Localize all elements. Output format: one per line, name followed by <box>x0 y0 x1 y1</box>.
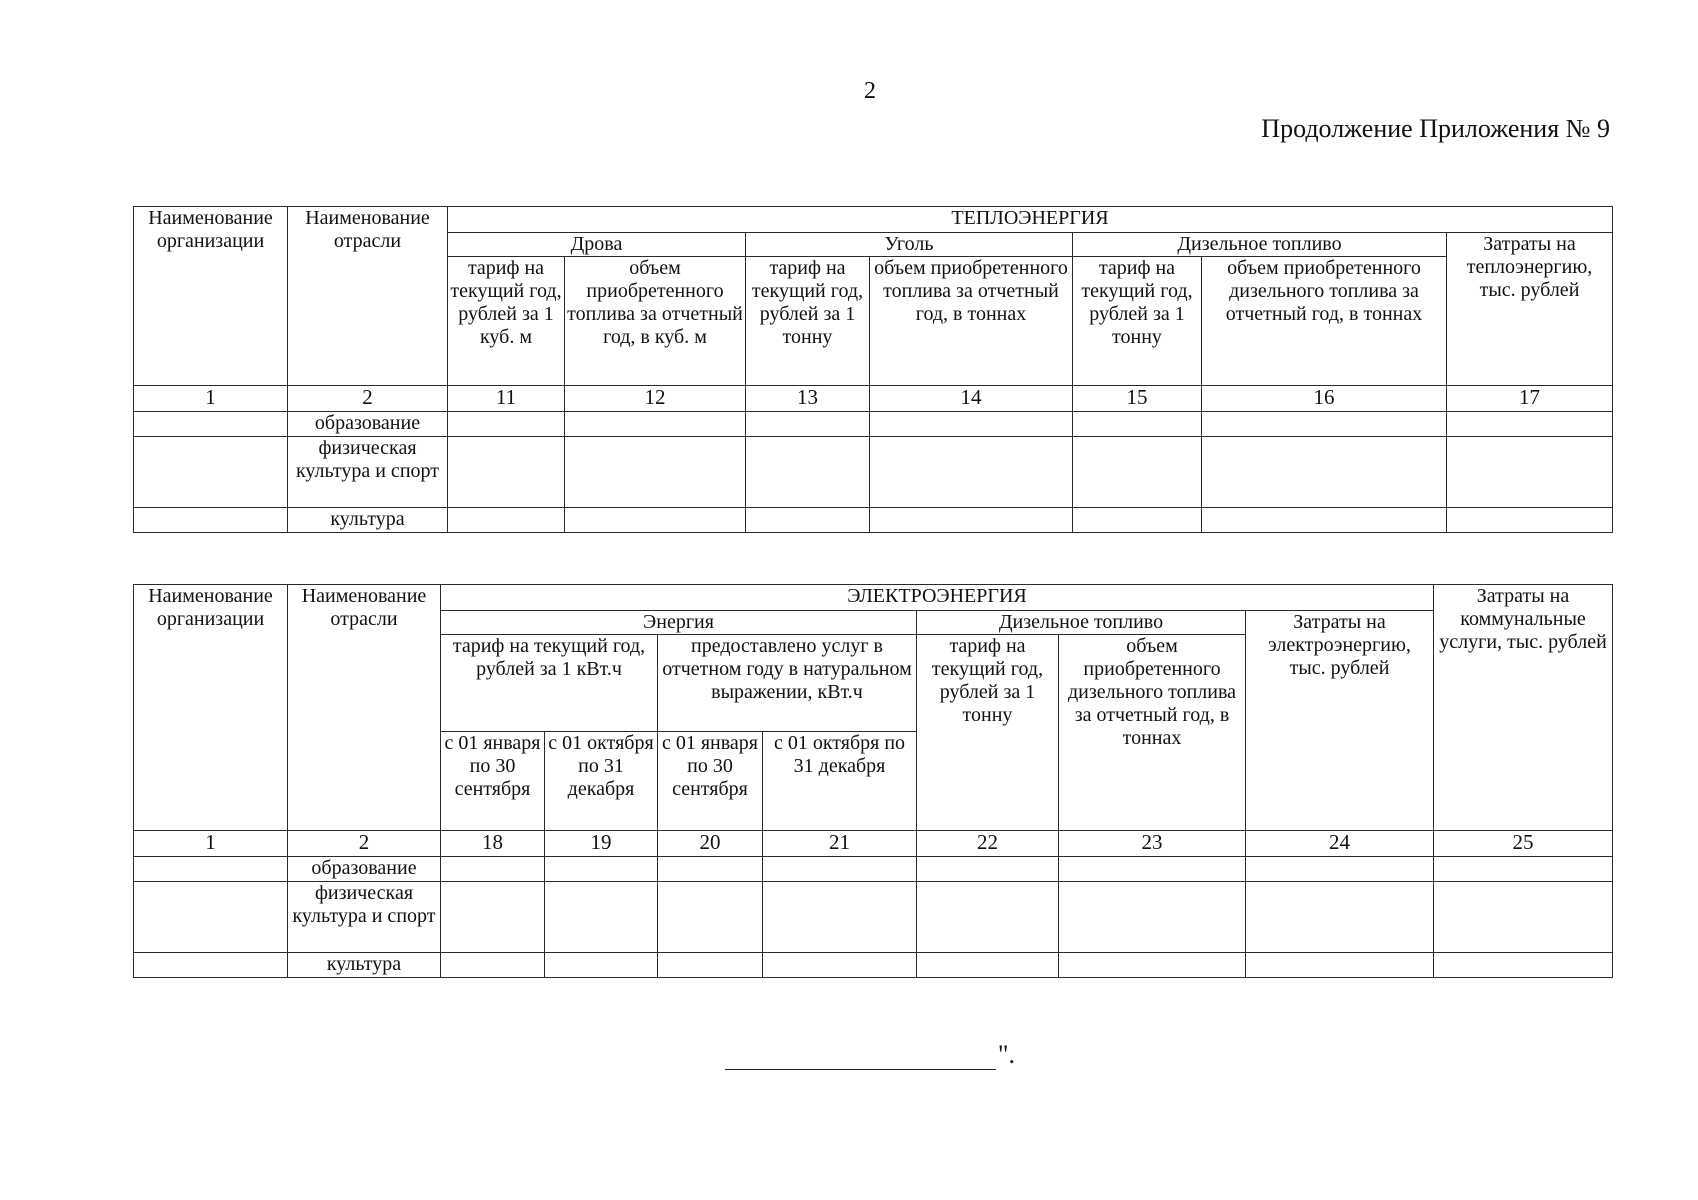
column-number: 13 <box>746 386 870 412</box>
signature-underline <box>725 1041 996 1070</box>
data-cell[interactable] <box>1447 437 1613 508</box>
data-cell[interactable] <box>917 953 1059 978</box>
header-energy: Энергия <box>441 611 917 635</box>
column-number: 15 <box>1073 386 1202 412</box>
data-cell[interactable] <box>1447 412 1613 437</box>
data-cell[interactable] <box>448 437 565 508</box>
data-cell[interactable] <box>545 953 658 978</box>
data-cell[interactable] <box>1434 953 1613 978</box>
data-cell[interactable] <box>1434 857 1613 882</box>
sector-label: образование <box>288 857 441 882</box>
header-utility-costs: Затраты на коммунальные услуги, тыс. рублей <box>1434 585 1613 831</box>
data-cell[interactable] <box>545 857 658 882</box>
data-cell[interactable] <box>870 508 1073 533</box>
closing-line <box>725 1040 1015 1070</box>
organization-cell[interactable] <box>134 412 288 437</box>
data-cell[interactable] <box>746 508 870 533</box>
header-coal-tariff: тариф на текущий год, рублей за 1 тонну <box>746 257 870 386</box>
data-cell[interactable] <box>1246 882 1434 953</box>
header-firewood-tariff: тариф на текущий год, рублей за 1 куб. м <box>448 257 565 386</box>
header-firewood-volume: объем приобретенного топлива за отчетный год, в куб. м <box>565 257 746 386</box>
column-number-row <box>134 386 1613 412</box>
data-cell[interactable] <box>1202 437 1447 508</box>
data-cell[interactable] <box>1059 953 1246 978</box>
data-cell[interactable] <box>565 437 746 508</box>
header-coal: Уголь <box>746 233 1073 257</box>
table-row <box>134 437 1613 508</box>
column-number: 2 <box>288 831 441 857</box>
column-number: 20 <box>658 831 763 857</box>
heat-energy-title: ТЕПЛОЭНЕРГИЯ <box>448 207 1613 233</box>
column-number: 14 <box>870 386 1073 412</box>
column-number: 2 <box>288 386 448 412</box>
data-cell[interactable] <box>565 508 746 533</box>
data-cell[interactable] <box>763 953 917 978</box>
header-energy-tariff: тариф на текущий год, рублей за 1 кВт.ч <box>441 635 658 732</box>
appendix-continuation-note: Продолжение Приложения № 9 <box>1261 114 1610 143</box>
header-organization-name: Наименование организации <box>134 585 288 831</box>
data-cell[interactable] <box>441 882 545 953</box>
organization-cell[interactable] <box>134 857 288 882</box>
header-period-jan-sep: с 01 января по 30 сентября <box>441 732 545 831</box>
data-cell[interactable] <box>658 953 763 978</box>
column-number-row <box>134 831 1613 857</box>
header-diesel-fuel: Дизельное топливо <box>917 611 1246 635</box>
sector-label: культура <box>288 953 441 978</box>
electric-energy-table <box>133 584 1613 978</box>
header-coal-volume: объем приобретенного топлива за отчетный год, в тоннах <box>870 257 1073 386</box>
column-number: 24 <box>1246 831 1434 857</box>
column-number: 25 <box>1434 831 1613 857</box>
column-number: 12 <box>565 386 746 412</box>
header-diesel-tariff: тариф на текущий год, рублей за 1 тонну <box>1073 257 1202 386</box>
data-cell[interactable] <box>870 412 1073 437</box>
header-sector-name: Наименование отрасли <box>288 585 441 831</box>
column-number: 19 <box>545 831 658 857</box>
organization-cell[interactable] <box>134 508 288 533</box>
organization-cell[interactable] <box>134 437 288 508</box>
header-sector-name: Наименование отрасли <box>288 207 448 386</box>
data-cell[interactable] <box>1059 882 1246 953</box>
column-number: 22 <box>917 831 1059 857</box>
organization-cell[interactable] <box>134 882 288 953</box>
table-row <box>134 857 1613 882</box>
data-cell[interactable] <box>565 412 746 437</box>
data-cell[interactable] <box>441 953 545 978</box>
table-row <box>134 953 1613 978</box>
column-number: 23 <box>1059 831 1246 857</box>
data-cell[interactable] <box>870 437 1073 508</box>
data-cell[interactable] <box>1073 508 1202 533</box>
data-cell[interactable] <box>1246 953 1434 978</box>
header-diesel-volume: объем приобретенного дизельного топлива за отчетный год, в тоннах <box>1059 635 1246 831</box>
data-cell[interactable] <box>545 882 658 953</box>
header-energy-provided: предоставлено услуг в отчетном году в натуральном выражении, кВт.ч <box>658 635 917 732</box>
header-electricity-costs: Затраты на электроэнергию, тыс. рублей <box>1246 611 1434 831</box>
data-cell[interactable] <box>1073 412 1202 437</box>
sector-label: физическая культура и спорт <box>288 437 448 508</box>
electric-energy-title: ЭЛЕКТРОЭНЕРГИЯ <box>441 585 1434 611</box>
heat-energy-table <box>133 206 1613 533</box>
column-number: 16 <box>1202 386 1447 412</box>
data-cell[interactable] <box>1434 882 1613 953</box>
header-firewood: Дрова <box>448 233 746 257</box>
data-cell[interactable] <box>1059 857 1246 882</box>
page-number: 2 <box>864 78 876 104</box>
data-cell[interactable] <box>1073 437 1202 508</box>
sector-label: физическая культура и спорт <box>288 882 441 953</box>
header-diesel-fuel: Дизельное топливо <box>1073 233 1447 257</box>
column-number: 11 <box>448 386 565 412</box>
sector-label: образование <box>288 412 448 437</box>
data-cell[interactable] <box>1447 508 1613 533</box>
column-number: 1 <box>134 386 288 412</box>
data-cell[interactable] <box>1246 857 1434 882</box>
data-cell[interactable] <box>746 437 870 508</box>
data-cell[interactable] <box>746 412 870 437</box>
column-number: 18 <box>441 831 545 857</box>
organization-cell[interactable] <box>134 953 288 978</box>
table-row <box>134 508 1613 533</box>
header-diesel-tariff: тариф на текущий год, рублей за 1 тонну <box>917 635 1059 831</box>
data-cell[interactable] <box>763 882 917 953</box>
data-cell[interactable] <box>658 882 763 953</box>
data-cell[interactable] <box>917 857 1059 882</box>
data-cell[interactable] <box>917 882 1059 953</box>
data-cell[interactable] <box>448 412 565 437</box>
table-row <box>134 412 1613 437</box>
data-cell[interactable] <box>441 857 545 882</box>
table-row <box>134 882 1613 953</box>
column-number: 17 <box>1447 386 1613 412</box>
data-cell[interactable] <box>448 508 565 533</box>
header-heat-costs: Затраты на теплоэнергию, тыс. рублей <box>1447 233 1613 386</box>
column-number: 1 <box>134 831 288 857</box>
header-period-jan-sep: с 01 января по 30 сентября <box>658 732 763 831</box>
data-cell[interactable] <box>658 857 763 882</box>
header-organization-name: Наименование организации <box>134 207 288 386</box>
data-cell[interactable] <box>763 857 917 882</box>
header-period-oct-dec: с 01 октября по 31 декабря <box>763 732 917 831</box>
sector-label: культура <box>288 508 448 533</box>
data-cell[interactable] <box>1202 508 1447 533</box>
column-number: 21 <box>763 831 917 857</box>
data-cell[interactable] <box>1202 412 1447 437</box>
closing-quote-mark: ". <box>997 1040 1015 1069</box>
header-period-oct-dec: с 01 октября по 31 декабря <box>545 732 658 831</box>
header-diesel-volume: объем приобретенного дизельного топлива за отчетный год, в тоннах <box>1202 257 1447 386</box>
